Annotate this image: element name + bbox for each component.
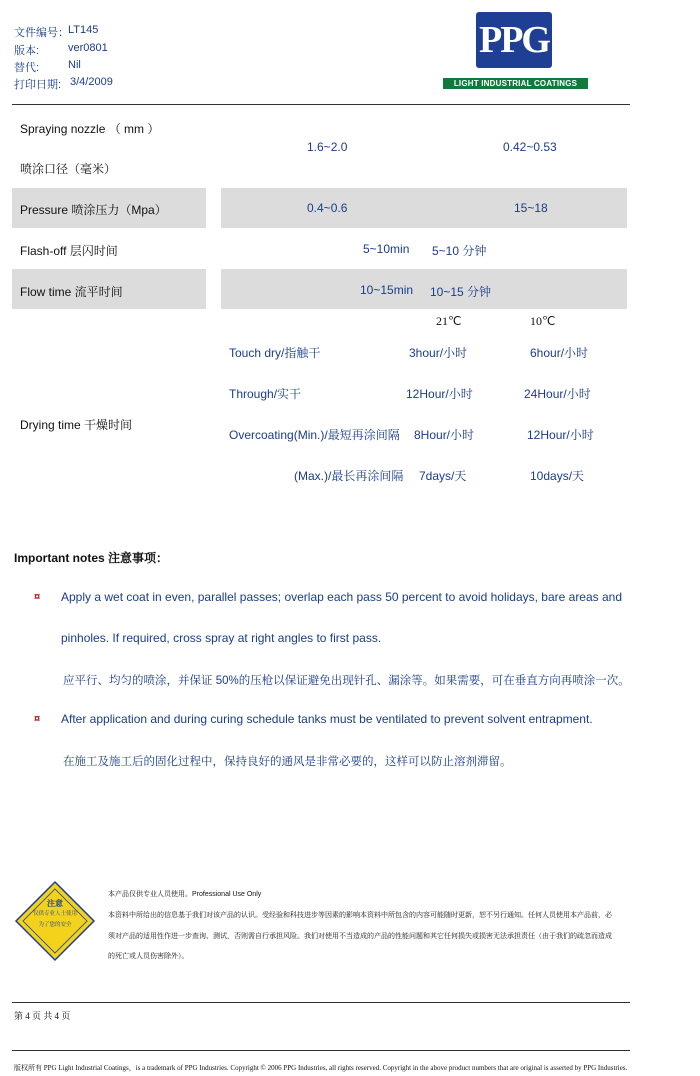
flash-off-value-1: 5~10min xyxy=(363,242,410,256)
touch-dry-label: Touch dry/指触干 xyxy=(229,346,321,360)
disclaimer-line-1: 本产品仅供专业人员使用。Professional Use Only xyxy=(108,891,262,898)
copyright-text: 版权所有 PPG Light Industrial Coatings，is a trademark of PPG Industries. Copyright © 2006 PPG Industries, all rights reserved. Copyright in the above product numbers that are original is asserted by PPG Industries. xyxy=(14,1064,628,1072)
badge-title: 注意 xyxy=(47,899,63,908)
header-divider xyxy=(12,104,630,105)
disclaimer-line-3: 须对产品的适用性作进一步查询、测试，否则需自行承担风险。我们对使用不当造成的产品的性能问题和其它任何损失或损害无法承担责任（由于我们的疏忽而造成 xyxy=(108,933,612,940)
note-1-line-2: pinholes. If required, cross spray at right angles to first pass. xyxy=(61,631,382,645)
overcoat-max-value-1: 7days/天 xyxy=(419,469,467,483)
print-date-label: 打印日期: xyxy=(14,79,62,91)
badge-line-1: 仅供专业人士使用 xyxy=(32,911,77,917)
ppg-logo xyxy=(476,12,552,68)
pressure-value-band xyxy=(221,188,627,228)
flow-value-band xyxy=(221,269,627,309)
version-label: 版本: xyxy=(14,45,40,57)
nozzle-value-2: 0.42~0.53 xyxy=(503,140,557,154)
flash-off-label: Flash-off 层闪时间 xyxy=(20,244,118,258)
bullet-icon: ¤ xyxy=(34,713,41,725)
note-1-chinese: 应平行、均匀的喷涂，并保证 50%的压枪以保证避免出现针孔、漏涂等。如果需要，可在垂直方向再喷涂一次。 xyxy=(63,675,630,687)
badge-line-2: 为了您的安全 xyxy=(38,922,72,928)
note-2-line-1: After application and during curing schedule tanks must be ventilated to prevent solvent entrapment. xyxy=(61,712,593,726)
through-dry-value-2: 24Hour/小时 xyxy=(524,387,591,401)
replaces-label: 替代: xyxy=(14,62,40,74)
logo-tagline: LIGHT INDUSTRIAL COATINGS xyxy=(443,78,588,89)
flow-time-label: Flow time 流平时间 xyxy=(20,285,123,299)
touch-dry-value-1: 3hour/小时 xyxy=(409,346,468,360)
flow-time-value-2: 10~15 分钟 xyxy=(430,285,492,299)
overcoat-min-value-2: 12Hour/小时 xyxy=(527,428,594,442)
note-1-line-1: Apply a wet coat in even, parallel passes; overlap each pass 50 percent to avoid holidays, bare areas and xyxy=(61,590,623,604)
disclaimer-line-2: 本资料中所给出的信息基于我们对该产品的认识。受经验和科技进步等因素的影响本资料中所包含的内容可能随时更新，恕不另行通知。任何人员使用本产品前，必 xyxy=(108,912,612,919)
notes-heading: Important notes 注意事项： xyxy=(14,551,169,565)
logo-text: PPG xyxy=(479,19,549,61)
overcoat-max-value-2: 10days/天 xyxy=(530,469,585,483)
note-2-chinese: 在施工及施工后的固化过程中，保持良好的通风是非常必要的，这样可以防止溶剂滞留。 xyxy=(63,756,512,768)
pressure-value-2: 15~18 xyxy=(514,201,548,215)
nozzle-label-cn: 喷涂口径（毫米） xyxy=(20,162,117,176)
through-dry-label: Through/实干 xyxy=(229,387,302,401)
overcoat-min-label: Overcoating(Min.)/最短再涂间隔 xyxy=(229,428,400,442)
replaces-value: Nil xyxy=(68,59,81,71)
footer-divider xyxy=(12,1002,630,1003)
flow-time-value-1: 10~15min xyxy=(360,283,414,297)
overcoat-max-label: (Max.)/最长再涂间隔 xyxy=(294,469,404,483)
nozzle-label-en: Spraying nozzle （ mm ） xyxy=(20,122,160,136)
page-number: 第 4 页 共 4 页 xyxy=(14,1011,71,1021)
overcoat-min-value-1: 8Hour/小时 xyxy=(414,428,475,442)
bullet-icon: ¤ xyxy=(34,591,41,603)
drying-time-label: Drying time 干燥时间 xyxy=(20,418,133,432)
caution-badge-icon xyxy=(14,880,96,962)
version-value: ver0801 xyxy=(68,42,108,54)
disclaimer-line-4: 的死亡或人员伤害除外）。 xyxy=(108,953,189,960)
temp-10-header: 10℃ xyxy=(530,314,556,328)
touch-dry-value-2: 6hour/小时 xyxy=(530,346,589,360)
pressure-label: Pressure 喷涂压力（Mpa） xyxy=(20,203,167,217)
doc-no-label: 文件编号： xyxy=(14,27,69,39)
flash-off-value-2: 5~10 分钟 xyxy=(432,244,487,258)
print-date-value: 3/4/2009 xyxy=(70,76,113,88)
through-dry-value-1: 12Hour/小时 xyxy=(406,387,473,401)
nozzle-value-1: 1.6~2.0 xyxy=(307,140,348,154)
pressure-value-1: 0.4~0.6 xyxy=(307,201,348,215)
temp-21-header: 21℃ xyxy=(436,314,462,328)
copyright-divider xyxy=(12,1050,630,1051)
doc-no-value: LT145 xyxy=(68,24,99,36)
